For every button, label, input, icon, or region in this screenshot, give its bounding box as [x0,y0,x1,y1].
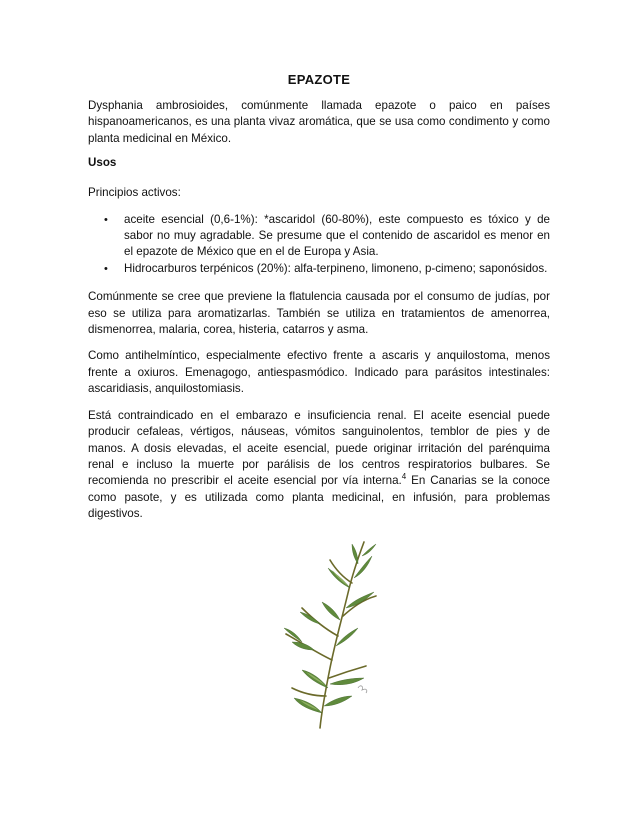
list-item [104,261,550,277]
contraindicaciones-text: Está contraindicado en el embarazo e insuficiencia renal. El aceite esencial puede producir cefaleas, vértigos, náuseas, vómitos sanguinolentos, temblor de pies y de manos. A dosis elevadas, el aceite esencial, puede originar irritación del parénquima renal e incluso la muerte por parálisis de los centros respiratorios bulbares. Se recomienda no prescribir el aceite esencial por vía interna. [88,408,550,488]
canarias-text: En Canarias se la conoce como pasote, y es utilizada como planta medicinal, en infusión, para problemas digestivos. [88,474,550,521]
list-item-text: aceite esencial (0,6-1%): *ascaridol (60-80%), este compuesto es tóxico y de sabor no muy agradable. Se presume que el contenido de ascaridol es menor en el epazote de México que en el de Europa y Asia. [124,212,550,259]
reference-superscript: 4 [401,472,407,482]
paragraph-antihelmintico: Como antihelmíntico, especialmente efectivo frente a ascaris y anquilostoma, menos frente a oxiuros. Emenagogo, antiespasmódico. Indicado para parásitos intestinales: ascaridiasis, anquilostomiasis. [88,349,550,396]
principios-label: Principios activos: [88,186,181,200]
signature-mark [358,686,367,693]
list-item [104,212,550,261]
usos-heading: Usos [88,156,117,170]
principios-list [88,212,550,278]
bullet-icon: • [104,213,108,226]
document-page [88,72,550,533]
intro-paragraph: Dysphania ambrosioides, comúnmente llamada epazote o paico en países hispanoamericanos, es una planta vivaz aromática, que se usa como condimento y como planta medicinal en México. [88,99,550,145]
paragraph-contraindicaciones [88,408,550,523]
document-title: EPAZOTE [287,72,351,87]
plant-leaves [284,544,376,713]
plant-leaf-highlights [300,570,368,710]
bullet-icon: • [104,262,108,275]
paragraph-uses: Comúnmente se cree que previene la flatulencia causada por el consumo de judías, por eso se utiliza para aromatizarlas. También se utiliza en tratamientos de amenorrea, dismenorrea, malaria, corea, histeria, catarros y asma. [88,290,550,337]
epazote-plant-illustration [272,538,384,730]
list-item-text: Hidrocarburos terpénicos (20%): alfa-terpineno, limoneno, p-cimeno; saponósidos. [124,261,548,275]
